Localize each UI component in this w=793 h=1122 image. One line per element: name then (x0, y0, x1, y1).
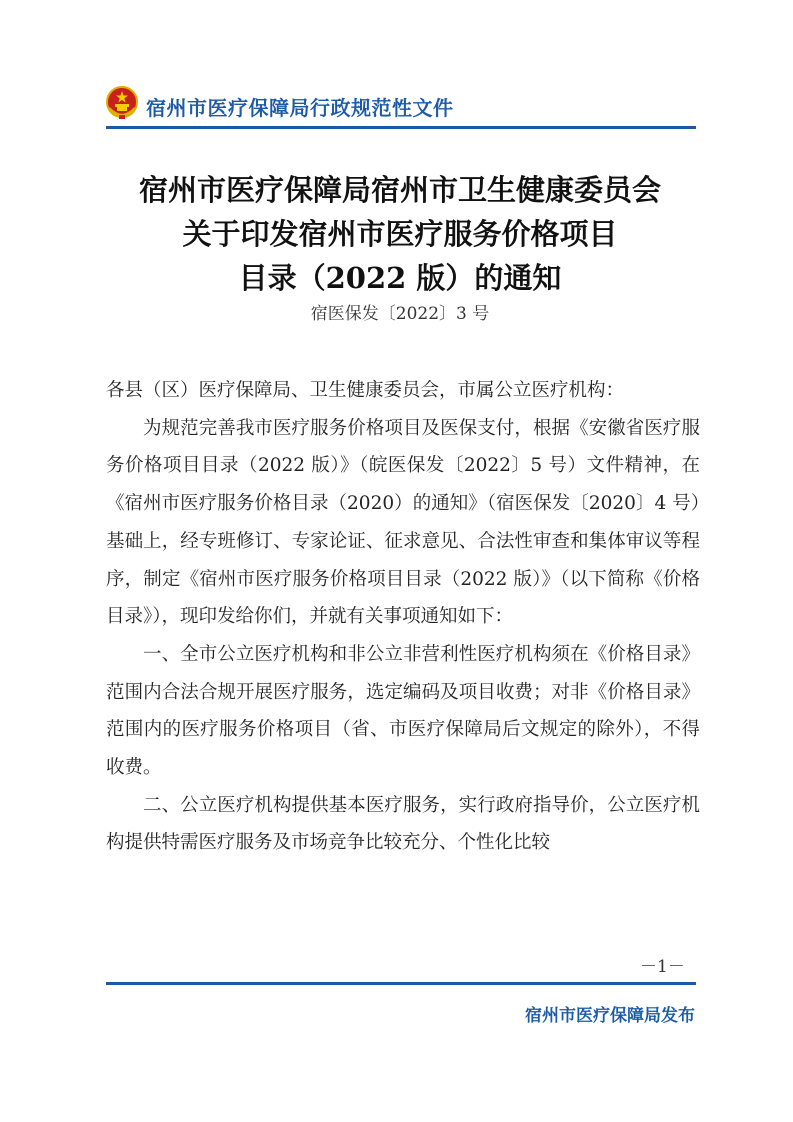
document-title-line-2: 关于印发宿州市医疗服务价格项目 (182, 217, 618, 251)
document-title-line-3: 目录（2022 版）的通知 (238, 261, 562, 295)
header-title: 宿州市医疗保障局行政规范性文件 (146, 96, 454, 120)
document-header (106, 86, 696, 122)
document-number: 宿医保发〔2022〕3 号 (310, 304, 490, 324)
body-paragraph-item-2: 二、公立医疗机构提供基本医疗服务，实行政府指导价，公立医疗机构提供特需医疗服务及市场竞争比较充分、个性化比较 (106, 794, 700, 854)
document-title-line-1: 宿州市医疗保障局宿州市卫生健康委员会 (138, 173, 661, 207)
page-number: －1－ (640, 957, 685, 977)
publisher-footer: 宿州市医疗保障局发布 (525, 1006, 695, 1026)
body-paragraph-item-1: 一、全市公立医疗机构和非公立非营利性医疗机构须在《价格目录》范围内合法合规开展医疗服务，选定编码及项目收费；对非《价格目录》范围内的医疗服务价格项目（省、市医疗保障局后文规定的除外），不得收费。 (106, 643, 700, 779)
header-rule (106, 126, 696, 129)
document-body (106, 372, 700, 862)
salutation: 各县（区）医疗保障局、卫生健康委员会，市属公立医疗机构： (106, 380, 625, 401)
footer-rule (106, 982, 696, 985)
national-emblem-icon (106, 86, 138, 120)
body-paragraph-intro: 为规范完善我市医疗服务价格项目及医保支付，根据《安徽省医疗服务价格项目目录（2022 版）》（皖医保发〔2022〕5 号）文件精神，在《宿州市医疗服务价格目录（2020）的通知》（宿医保发〔2020〕4 号）基础上，经专班修订、专家论证、征求意见、合法性审查和集体审议等程序，制定《宿州市医疗服务价格项目目录（2022 版）》（以下简称《价格目录》），现印发给你们，并就有关事项通知如下： (106, 417, 700, 628)
